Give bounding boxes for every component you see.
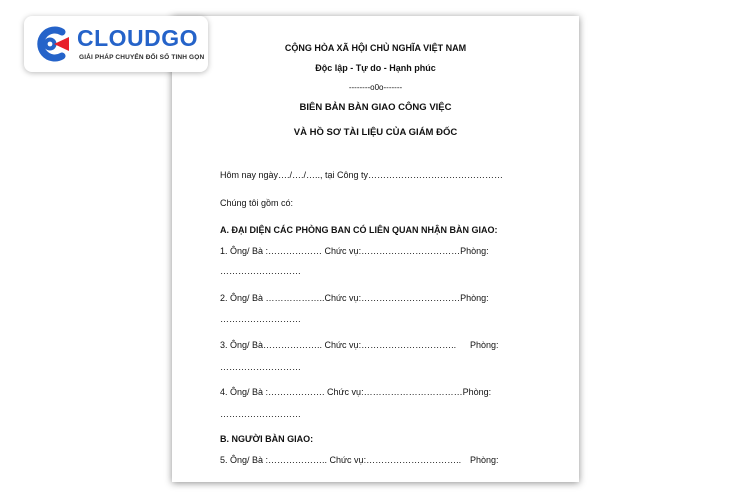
row-3-dept: Phòng: <box>470 340 499 350</box>
row-2: 2. Ông/ Bà ………………..Chức vụ:……………………………Phòng: <box>220 293 489 303</box>
row-2-cont: ……………………… <box>220 314 301 324</box>
brand-name: CLOUDGO <box>77 25 199 51</box>
separator: --------o0o------- <box>348 83 403 92</box>
document-body <box>172 16 579 482</box>
document-title-line1: BIÊN BẢN BÀN GIAO CÔNG VIỆC <box>299 102 452 113</box>
motto: Độc lập - Tự do - Hạnh phúc <box>315 63 436 73</box>
document-title-line2: VÀ HỒ SƠ TÀI LIỆU CỦA GIÁM ĐỐC <box>293 127 458 138</box>
brand-tagline: GIẢI PHÁP CHUYỂN ĐỔI SỐ TINH GỌN <box>79 54 205 61</box>
date-line: Hôm nay ngày…./…./….., tại Công ty……………………………………… <box>220 170 504 180</box>
document-page <box>172 16 579 482</box>
row-3-cont: ……………………… <box>220 362 301 372</box>
country-heading: CỘNG HÒA XÃ HỘI CHỦ NGHĨA VIỆT NAM <box>284 43 467 53</box>
row-5-dept: Phòng: <box>470 455 499 465</box>
brand-logo <box>24 16 208 72</box>
row-5: 5. Ông/ Bà :……………….. Chức vụ:………………………….. <box>220 455 462 465</box>
section-a-heading: A. ĐẠI DIỆN CÁC PHÒNG BAN CÓ LIÊN QUAN NHẬN BÀN GIAO: <box>220 225 498 235</box>
section-b-heading: B. NGƯỜI BÀN GIAO: <box>220 434 314 444</box>
row-1: 1. Ông/ Bà :……………… Chức vụ:……………………………Phòng: <box>220 246 489 256</box>
attendees-label: Chúng tôi gồm có: <box>220 198 294 208</box>
row-1-cont: ……………………… <box>220 266 301 276</box>
row-4: 4. Ông/ Bà :………………. Chức vụ:……………………………Phòng: <box>220 387 492 397</box>
row-3: 3. Ông/ Bà……………….. Chức vụ:………………………….. <box>220 340 457 350</box>
cloudgo-logo-icon <box>32 26 72 62</box>
row-4-cont: ……………………… <box>220 409 301 419</box>
